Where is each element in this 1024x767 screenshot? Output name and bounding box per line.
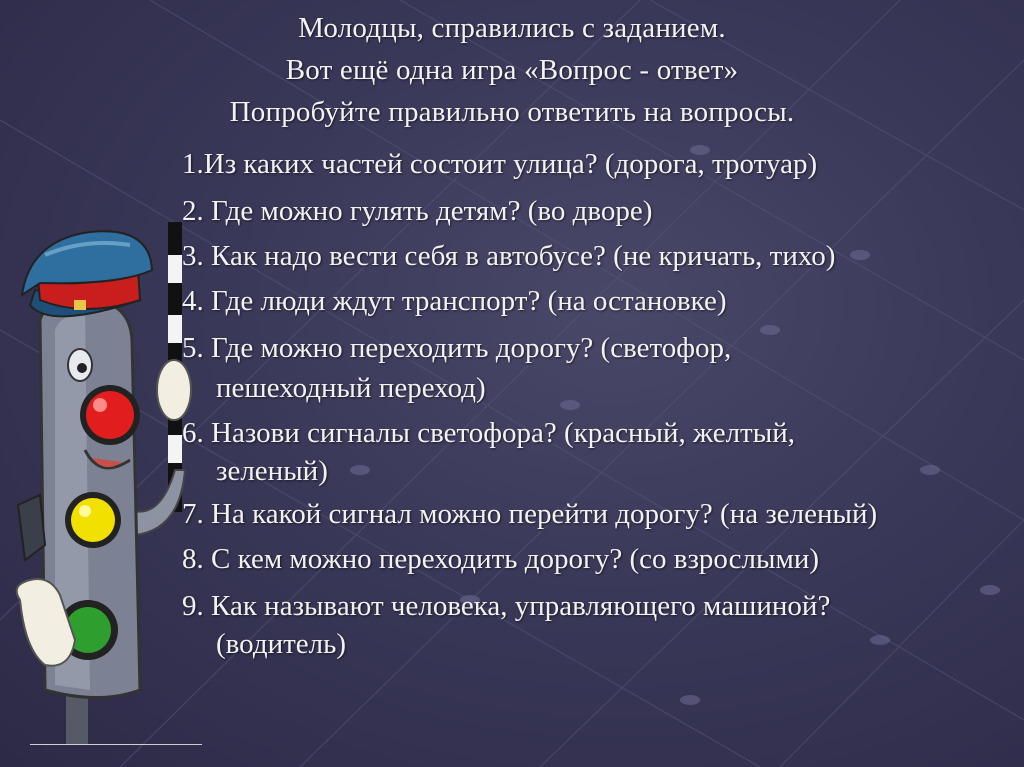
intro-line-2: Вот ещё одна игра «Вопрос - ответ» bbox=[285, 54, 739, 86]
traffic-light-character-illustration bbox=[0, 215, 210, 765]
question-4 bbox=[182, 285, 727, 318]
question-text: Где можно гулять детям? (во дворе) bbox=[203, 195, 653, 227]
question-9 bbox=[182, 590, 830, 623]
question-number: 3. bbox=[182, 240, 204, 272]
cap-icon bbox=[22, 231, 152, 316]
baseline-divider bbox=[30, 744, 202, 745]
question-number: 4. bbox=[182, 285, 204, 317]
question-9-continuation: (водитель) bbox=[216, 628, 346, 660]
question-2 bbox=[182, 195, 652, 228]
intro-line-3: Попробуйте правильно ответить на вопросы. bbox=[229, 96, 795, 128]
question-text: Назови сигналы светофора? (красный, желтый, bbox=[203, 417, 795, 449]
question-number: 5. bbox=[182, 332, 204, 364]
question-3 bbox=[182, 240, 835, 273]
question-1 bbox=[182, 148, 817, 181]
question-8 bbox=[182, 543, 819, 576]
question-number: 2. bbox=[182, 195, 204, 227]
question-text: Где люди ждут транспорт? (на остановке) bbox=[203, 285, 727, 317]
question-number: 8. bbox=[182, 543, 204, 575]
question-number: 6. bbox=[182, 417, 204, 449]
question-number: 7. bbox=[182, 498, 204, 530]
question-text: Как надо вести себя в автобусе? (не кричать, тихо) bbox=[203, 240, 836, 272]
question-number: 9. bbox=[182, 590, 204, 622]
question-text: Из каких частей состоит улица? (дорога, тротуар) bbox=[203, 148, 818, 180]
question-7 bbox=[182, 498, 877, 531]
question-5 bbox=[182, 332, 731, 365]
question-text: С кем можно переходить дорогу? (со взрослыми) bbox=[203, 543, 820, 575]
question-5-continuation: пешеходный переход) bbox=[216, 372, 486, 404]
question-number: 1. bbox=[182, 148, 204, 180]
question-text: Где можно переходить дорогу? (светофор, bbox=[203, 332, 732, 364]
question-6-continuation: зеленый) bbox=[216, 455, 328, 487]
question-6 bbox=[182, 417, 795, 450]
intro-line-1: Молодцы, справились с заданием. bbox=[298, 12, 726, 44]
question-text: Как называют человека, управляющего машиной? bbox=[203, 590, 831, 622]
question-text: На какой сигнал можно перейти дорогу? (на зеленый) bbox=[203, 498, 878, 530]
